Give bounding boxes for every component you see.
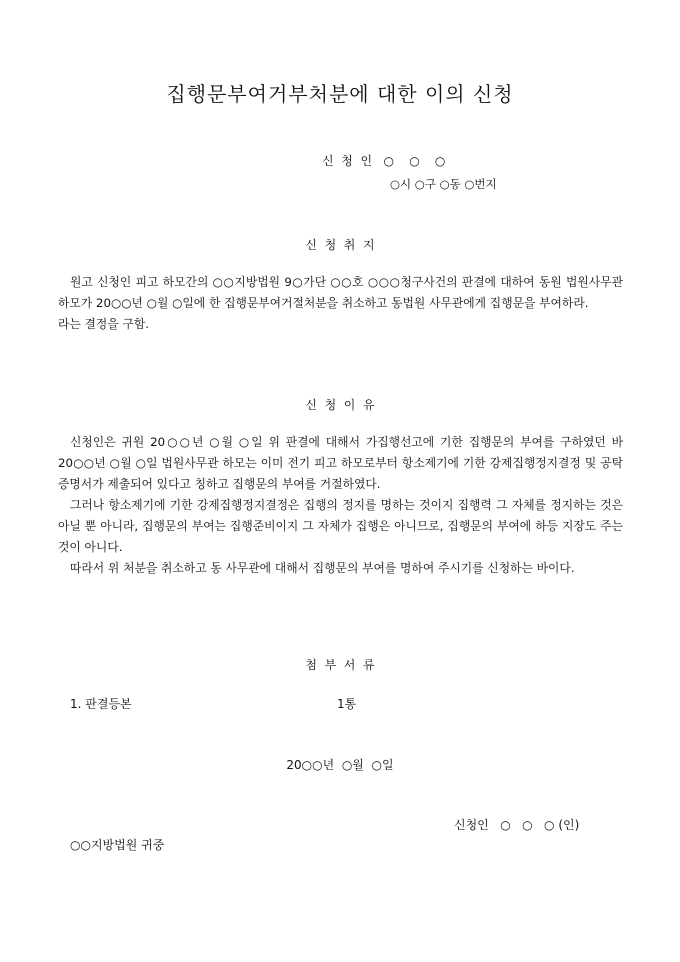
court-addressee: ○○지방법원 귀중 [70, 838, 165, 852]
purpose-line-1: 원고 신청인 피고 하모간의 ○○지방법원 9○가단 ○○호 ○○○청구사건의 판결에 대하여 동원 법원사무관 하모가 20○○년 ○월 ○일에 한 집행문부여거절처분을 취소하고 동법원 사무관에게 집행문을 부여하라. [58, 275, 623, 310]
purpose-line-2: 라는 결정을 구함. [58, 317, 150, 331]
reason-paragraph-3: 따라서 위 처분을 취소하고 동 사무관에 대해서 집행문의 부여를 명하여 주시기를 신청하는 바이다. [70, 561, 575, 575]
applicant-signature: 신청인 ○ ○ ○ (인) [454, 818, 580, 832]
attachment-item-count: 1통 [337, 697, 357, 711]
applicant-name: 신 청 인 ○ ○ ○ [322, 154, 446, 168]
document-title: 집행문부여거부처분에 대한 이의 신청 [166, 82, 514, 106]
document-date: 20○○년 ○월 ○일 [286, 758, 394, 772]
reason-heading: 신 청 이 유 [305, 398, 375, 412]
purpose-heading: 신 청 취 지 [305, 238, 375, 252]
attachments-heading: 첨 부 서 류 [305, 658, 375, 672]
reason-paragraph-1: 신청인은 귀원 20○○년 ○월 ○일 위 판결에 대해서 가집행선고에 기한 집행문의 부여를 구하였던 바 20○○년 ○월 ○일 법원사무관 하모는 이미 전기 피고 하모로부터 항소제기에 기한 강제집행정지결정 및 공탁증명서가 제출되어 있다고 칭하고 집행문의 부여를 거절하였다. [58, 435, 623, 491]
purpose-body [58, 272, 623, 335]
reason-paragraph-2: 그러나 항소제기에 기한 강제집행정지결정은 집행의 정지를 명하는 것이지 집행력 그 자체를 정지하는 것은 아닐 뿐 아니라, 집행문의 부여는 집행준비이지 그 자체가 집행은 아니므로, 집행문의 부여에 하등 지장도 주는 것이 아니다. [58, 498, 623, 554]
reason-body [58, 432, 623, 579]
attachment-item-name: 1. 판결등본 [70, 697, 132, 711]
applicant-address: ○시 ○구 ○동 ○번지 [390, 177, 497, 191]
